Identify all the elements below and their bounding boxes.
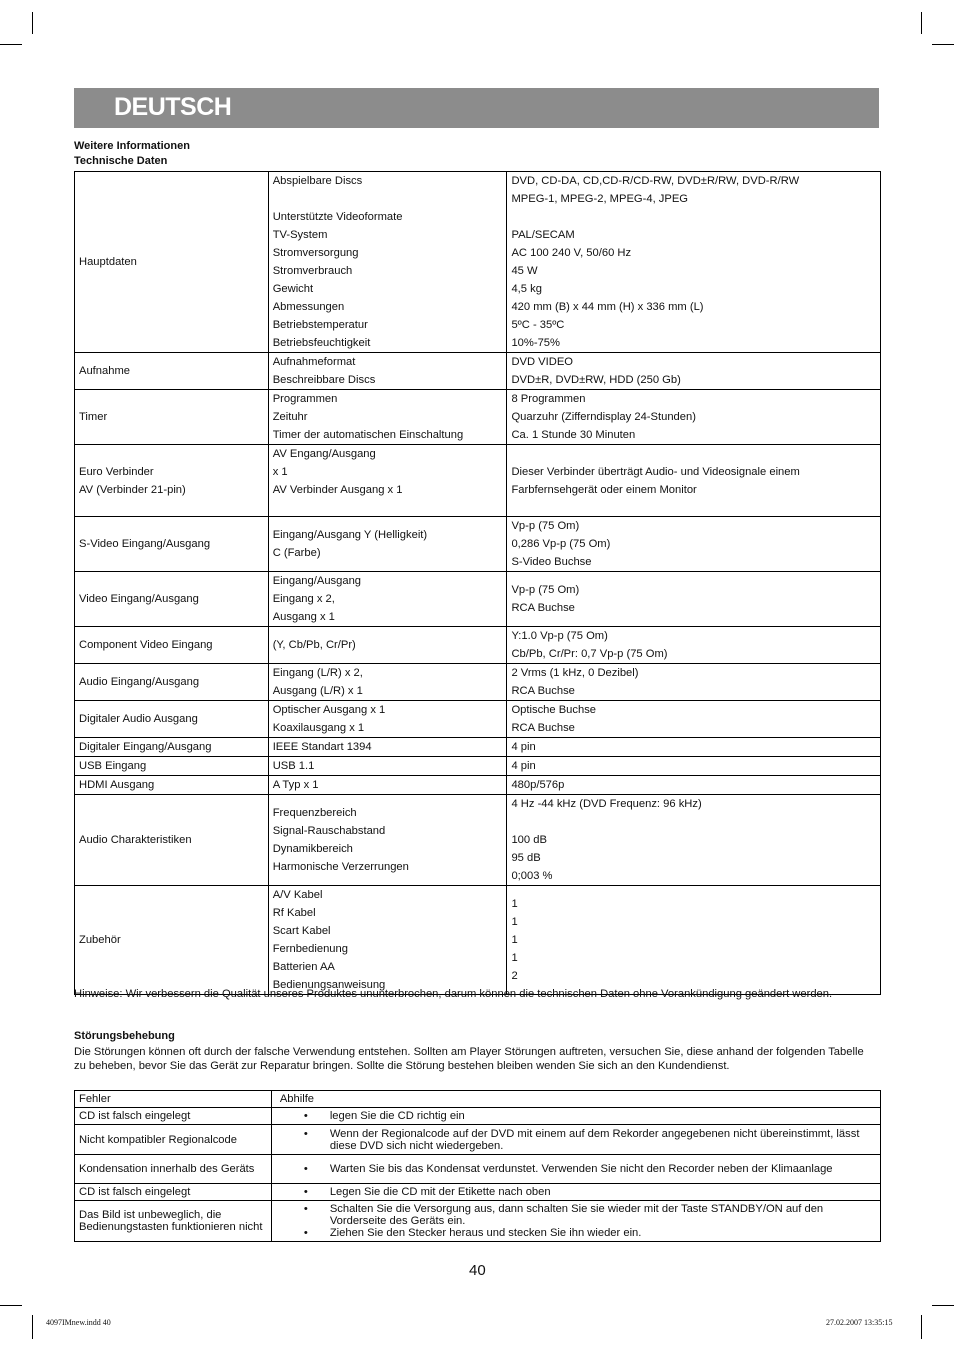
crop-mark: [32, 1315, 33, 1339]
spec-category: S-Video Eingang/Ausgang: [75, 517, 269, 572]
table-row: [75, 795, 881, 886]
spec-category: Audio Charakteristiken: [75, 795, 269, 886]
table-row: [75, 886, 881, 995]
spec-key: Abmessungen: [272, 301, 345, 313]
spec-value: 10%-75%: [511, 337, 560, 349]
section-banner: [74, 88, 879, 128]
table-row: [75, 701, 881, 738]
bullet: •: [303, 1227, 308, 1239]
spec-key: Eingang x 2,: [272, 593, 335, 605]
crop-mark: [0, 44, 22, 45]
spec-value: 45 W: [511, 265, 538, 277]
spec-value: 0,286 Vp-p (75 Om): [511, 538, 611, 550]
table-row: [75, 353, 881, 390]
crop-mark: [932, 44, 954, 45]
spec-key: x 1: [272, 466, 288, 478]
spec-key: Betriebsfeuchtigkeit: [272, 337, 371, 349]
table-row: [75, 627, 881, 664]
spec-key: Betriebstemperatur: [272, 319, 368, 331]
table-row: [75, 776, 881, 795]
spec-value: RCA Buchse: [511, 685, 575, 697]
table-row: [75, 1091, 881, 1108]
spec-key: A Typ x 1: [268, 776, 507, 795]
spec-category: AV (Verbinder 21-pin): [79, 483, 186, 496]
bullet: •: [303, 1163, 308, 1175]
abhilfe-text: Wenn der Regionalcode auf der DVD mit einem auf dem Rekorder angegebenen nicht übereinstimmt, lässt diese DVD sich nicht wiedergeben.: [329, 1127, 860, 1152]
spec-key: Stromversorgung: [272, 247, 359, 259]
spec-value: 4 Hz -44 kHz (DVD Frequenz: 96 kHz): [511, 798, 702, 810]
table-row: [75, 757, 881, 776]
abhilfe-text: legen Sie die CD richtig ein: [329, 1110, 465, 1122]
table-row: [75, 1155, 881, 1184]
spec-key: AV Engang/Ausgang: [272, 448, 376, 460]
table-row: [75, 1125, 881, 1155]
spec-key: Optischer Ausgang x 1: [272, 704, 386, 716]
spec-category: Digitaler Audio Ausgang: [75, 701, 269, 738]
spec-category: Digitaler Eingang/Ausgang: [75, 738, 269, 757]
spec-key: USB 1.1: [268, 757, 507, 776]
spec-value: 95 dB: [511, 852, 541, 864]
spec-value: 4 pin: [507, 757, 881, 776]
spec-key: (Y, Cb/Pb, Cr/Pr): [272, 639, 356, 651]
spec-value: 4,5 kg: [511, 283, 542, 295]
spec-value: Y:1.0 Vp-p (75 Om): [511, 630, 608, 642]
table-row: [75, 1184, 881, 1201]
fehler-cell: CD ist falsch eingelegt: [75, 1184, 272, 1201]
spec-category: Audio Eingang/Ausgang: [75, 664, 269, 701]
table-row: [75, 445, 881, 517]
table-row: [75, 1108, 881, 1125]
spec-key: Bedienungsanweisung: [272, 979, 386, 991]
spec-key: Stromverbrauch: [272, 265, 353, 277]
table-row: [75, 517, 881, 572]
crop-mark: [32, 12, 33, 34]
spec-key: Timer der automatischen Einschaltung: [272, 429, 464, 441]
spec-value: Vp-p (75 Om): [511, 520, 580, 532]
page-title: DEUTSCH: [114, 93, 232, 121]
spec-key: Zeituhr: [272, 411, 308, 423]
spec-value: RCA Buchse: [511, 722, 575, 734]
abhilfe-text: Warten Sie bis das Kondensat verdunstet. Verwenden Sie nicht den Recorder neben der Klimaanlage: [329, 1163, 833, 1175]
spec-key: Unterstützte Videoformate: [272, 211, 403, 223]
table-row: [75, 1201, 881, 1242]
spec-key: Ausgang (L/R) x 1: [272, 685, 363, 697]
page-number: 40: [469, 1262, 486, 1279]
spec-key: Eingang (L/R) x 2,: [272, 667, 363, 679]
table-row: [75, 572, 881, 627]
spec-category: Euro Verbinder: [79, 465, 154, 478]
spec-key: Gewicht: [272, 283, 314, 295]
spec-key: Dynamikbereich: [272, 843, 353, 855]
abhilfe-text: Ziehen Sie den Stecker heraus und stecken Sie ihn wieder ein.: [329, 1227, 642, 1239]
spec-category: Video Eingang/Ausgang: [75, 572, 269, 627]
spec-value: 5ºC - 35ºC: [511, 319, 565, 331]
spec-value: 4 pin: [507, 738, 881, 757]
heading-technische-daten: Technische Daten: [74, 155, 168, 167]
crop-mark: [932, 1305, 954, 1306]
spec-value: Cb/Pb, Cr/Pr: 0,7 Vp-p (75 Om): [511, 648, 668, 660]
spec-value: Farbfernsehgerät oder einem Monitor: [511, 483, 697, 496]
spec-value: Ca. 1 Stunde 30 Minuten: [511, 429, 636, 441]
bullet: •: [303, 1127, 308, 1140]
spec-key: Eingang/Ausgang Y (Helligkeit): [272, 529, 428, 541]
spec-value: 480p/576p: [507, 776, 881, 795]
spec-value: AC 100 240 V, 50/60 Hz: [511, 247, 632, 259]
spec-category: Timer: [75, 390, 269, 445]
bullet: •: [303, 1203, 308, 1215]
spec-value: 8 Programmen: [511, 393, 586, 405]
abhilfe-text: Legen Sie die CD mit der Etikette nach oben: [329, 1186, 551, 1198]
bullet: •: [303, 1186, 308, 1198]
spec-key: Programmen: [272, 393, 338, 405]
spec-category: Component Video Eingang: [75, 627, 269, 664]
fehler-cell: Nicht kompatibler Regionalcode: [75, 1125, 272, 1155]
spec-key: Koaxilausgang x 1: [272, 722, 365, 734]
spec-key: Scart Kabel: [272, 925, 331, 937]
spec-value: PAL/SECAM: [511, 229, 575, 241]
spec-key: Batterien AA: [272, 961, 335, 973]
spec-value: MPEG-1, MPEG-2, MPEG-4, JPEG: [511, 193, 689, 205]
spec-key: C (Farbe): [272, 547, 321, 559]
spec-value: 1: [511, 934, 518, 946]
spec-key: IEEE Standart 1394: [268, 738, 507, 757]
table-row: [75, 390, 881, 445]
troubleshooting-table: [74, 1090, 881, 1242]
spec-key: [273, 190, 503, 208]
table-row: [75, 664, 881, 701]
spec-key: Abspielbare Discs: [272, 175, 363, 187]
spec-key: Fernbedienung: [272, 943, 348, 955]
bullet: •: [303, 1110, 308, 1122]
fehler-cell: Das Bild ist unbeweglich, die Bedienungstasten funktionieren nicht: [75, 1201, 272, 1242]
heading-weitere-informationen: Weitere Informationen: [74, 140, 190, 152]
spec-key: Frequenzbereich: [272, 807, 357, 819]
footer-timestamp: 27.02.2007 13:35:15: [826, 1318, 893, 1327]
spec-key: Ausgang x 1: [272, 611, 335, 623]
footer-filename: 4097IMnew.indd 40: [46, 1318, 111, 1327]
crop-mark: [921, 12, 922, 34]
table-row: [75, 172, 881, 353]
crop-mark: [921, 1315, 922, 1339]
spec-category: USB Eingang: [75, 757, 269, 776]
spec-category: Aufnahme: [75, 353, 269, 390]
spec-value: Optische Buchse: [511, 704, 597, 716]
spec-value: 0;003 %: [511, 870, 553, 882]
stoerung-intro: Die Störungen können oft durch der falsche Verwendung entstehen. Sollten am Player Störungen auftreten, versuchen Sie, diese anhand der folgenden Tabelle zu beheben, bevor Sie das Gerät zur Reparatur bringen. Sollte die Störung bestehen bleiben wenden Sie sich an den Kundendienst.: [74, 1046, 864, 1072]
spec-key: TV-System: [272, 229, 328, 241]
fehler-cell: Kondensation innerhalb des Geräts: [75, 1155, 272, 1184]
spec-value: 1: [511, 898, 518, 910]
spec-key: Harmonische Verzerrungen: [272, 861, 409, 873]
spec-value: 1: [511, 916, 518, 928]
spec-value: 420 mm (B) x 44 mm (H) x 336 mm (L): [511, 301, 704, 313]
spec-value: Dieser Verbinder überträgt Audio- und Videosignale einem: [511, 465, 800, 478]
abhilfe-text: Schalten Sie die Versorgung aus, dann schalten Sie sie wieder mit der Taste STANDBY/ON auf den Vorderseite des Geräts ein.: [329, 1203, 824, 1227]
spec-value: 100 dB: [511, 834, 547, 846]
spec-value: 2 Vrms (1 kHz, 0 Dezibel): [511, 667, 639, 679]
spec-value: RCA Buchse: [511, 602, 575, 614]
crop-mark: [0, 1305, 22, 1306]
spec-value: Vp-p (75 Om): [511, 584, 580, 596]
spec-category: Hauptdaten: [75, 172, 269, 353]
spec-value: DVD, CD-DA, CD,CD-R/CD-RW, DVD±R/RW, DVD-R/RW: [511, 175, 800, 187]
spec-key: AV Verbinder Ausgang x 1: [272, 484, 403, 496]
spec-key: Beschreibbare Discs: [272, 374, 376, 386]
spec-key: Aufnahmeformat: [272, 356, 356, 368]
spec-value: Quarzuhr (Zifferndisplay 24-Stunden): [511, 411, 696, 423]
column-header-abhilfe: Abhilfe: [271, 1091, 880, 1108]
spec-value: 1: [511, 952, 518, 964]
spec-value: DVD VIDEO: [511, 356, 573, 368]
spec-category: HDMI Ausgang: [75, 776, 269, 795]
spec-key: A/V Kabel: [272, 889, 323, 901]
spec-value: 2: [511, 970, 518, 982]
spec-value: [511, 208, 876, 226]
spec-key: Signal-Rauschabstand: [272, 825, 386, 837]
heading-stoerungsbehebung: Störungsbehebung: [74, 1030, 175, 1042]
hinweis-text: Hinweise: Wir verbessern die Qualität unseres Produktes ununterbrochen, darum können die technischen Daten ohne Vorankündigung geändert werden.: [74, 988, 833, 1000]
table-row: [75, 738, 881, 757]
spec-table: [74, 171, 881, 995]
spec-value: DVD±R, DVD±RW, HDD (250 Gb): [511, 374, 681, 386]
spec-key: Rf Kabel: [272, 907, 316, 919]
fehler-cell: CD ist falsch eingelegt: [75, 1108, 272, 1125]
spec-value: S-Video Buchse: [511, 556, 592, 568]
column-header-fehler: Fehler: [75, 1091, 272, 1108]
spec-key: Eingang/Ausgang: [272, 575, 362, 587]
spec-category: Zubehör: [75, 886, 269, 995]
